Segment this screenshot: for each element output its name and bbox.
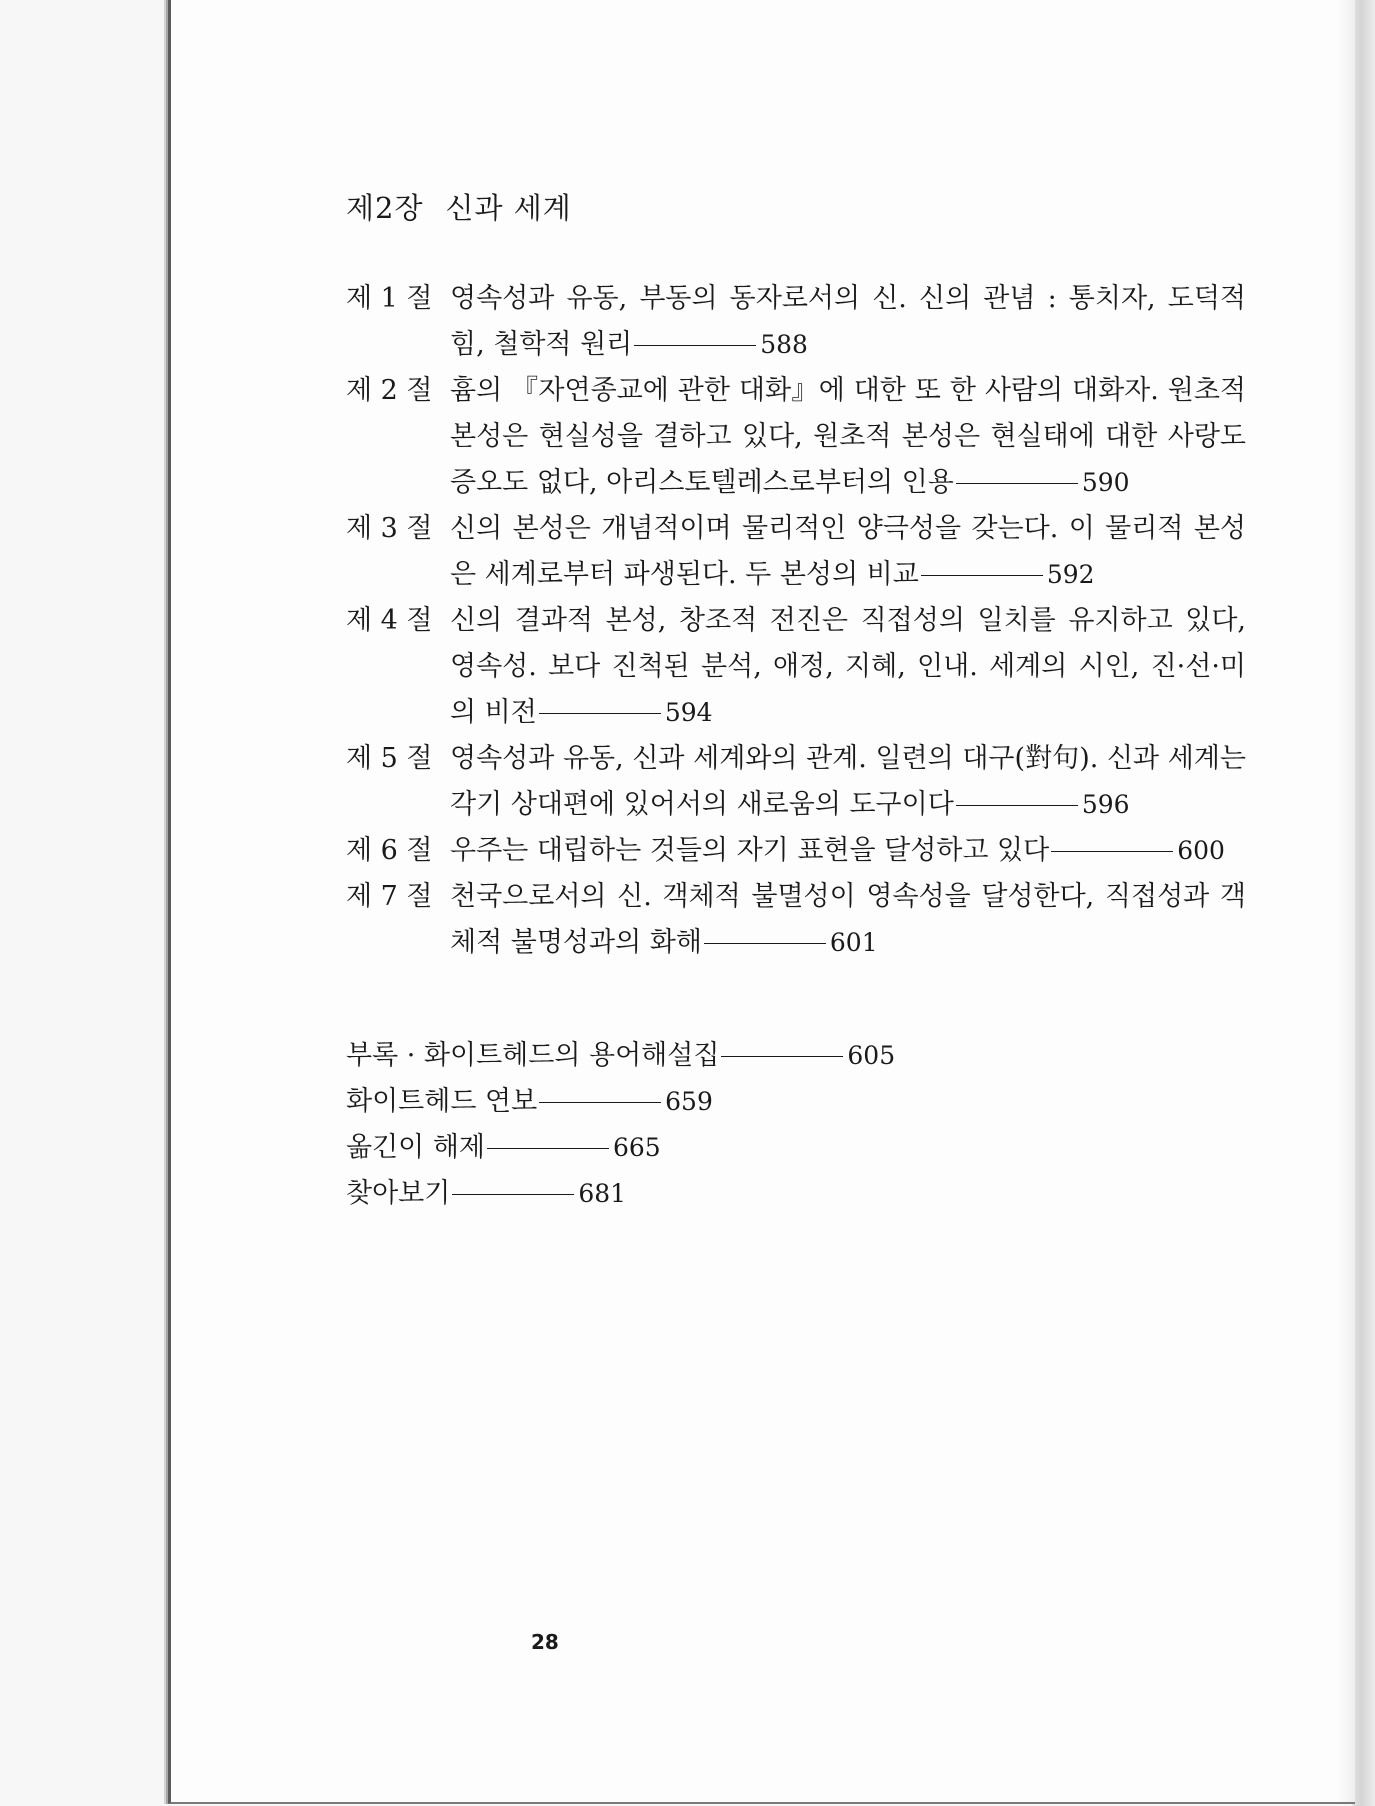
section-page-number: 588 — [760, 330, 808, 359]
leader-line — [634, 345, 756, 346]
toc-section — [346, 828, 1246, 874]
leader-line — [721, 1056, 843, 1057]
section-title: 신의 결과적 본성, 창조적 전진은 직접성의 일치를 유지하고 있다, 영속성. 보다 진척된 분석, 애정, 지혜, 인내. 세계의 시인, 진·선·미의 비전 — [450, 605, 1246, 728]
leader-line — [487, 1148, 609, 1149]
section-label: 제 7 절 — [346, 881, 433, 912]
entry-title: 부록 · 화이트헤드의 용어해설집 — [346, 1040, 720, 1071]
leader-line — [539, 713, 661, 714]
section-label: 제 2 절 — [346, 375, 433, 406]
chapter-title: 신과 세계 — [445, 191, 572, 225]
back-matter-entry — [346, 1171, 895, 1217]
toc-section — [346, 506, 1246, 598]
leader-line — [539, 1102, 661, 1103]
toc-section — [346, 598, 1246, 736]
entry-page-number: 659 — [665, 1087, 713, 1116]
section-title: 천국으로서의 신. 객체적 불멸성이 영속성을 달성한다, 직접성과 객체적 불명성과의 화해 — [450, 881, 1246, 958]
section-page-number: 600 — [1177, 836, 1225, 865]
entry-title: 화이트헤드 연보 — [346, 1086, 538, 1117]
section-label: 제 1 절 — [346, 283, 433, 314]
section-entry — [450, 828, 1246, 874]
section-page-number: 592 — [1046, 560, 1095, 589]
leader-line — [704, 943, 826, 944]
back-matter-entry — [346, 1079, 895, 1125]
leader-line — [452, 1194, 574, 1195]
chapter-heading — [346, 186, 572, 227]
table-of-contents — [346, 276, 1246, 966]
section-title: 영속성과 유동, 신과 세계와의 관계. 일련의 대구(對句). 신과 세계는 각기 상대편에 있어서의 새로움의 도구이다 — [450, 743, 1246, 820]
entry-title: 옮긴이 해제 — [346, 1132, 485, 1163]
back-matter-entry — [346, 1125, 895, 1171]
back-matter-entry — [346, 1033, 895, 1079]
section-entry — [450, 598, 1246, 736]
section-title: 신의 본성은 개념적이며 물리적인 양극성을 갖는다. 이 물리적 본성은 세계로부터 파생된다. 두 본성의 비교 — [450, 513, 1246, 590]
section-entry — [450, 874, 1246, 966]
section-entry — [450, 276, 1246, 368]
entry-title: 찾아보기 — [346, 1178, 451, 1209]
section-title: 우주는 대립하는 것들의 자기 표현을 달성하고 있다 — [450, 835, 1050, 866]
page-folio: 28 — [531, 1630, 559, 1654]
entry-page-number: 665 — [613, 1133, 661, 1162]
leader-line — [1051, 851, 1173, 852]
leader-line — [956, 483, 1078, 484]
section-title: 영속성과 유동, 부동의 동자로서의 신. 신의 관념 : 통치자, 도덕적 힘, 철학적 원리 — [450, 283, 1246, 360]
page-shadow — [1337, 0, 1355, 1802]
toc-section — [346, 276, 1246, 368]
section-page-number: 590 — [1081, 468, 1130, 497]
section-entry — [450, 368, 1246, 506]
back-matter-list — [346, 1033, 895, 1217]
toc-section — [346, 368, 1246, 506]
section-entry — [450, 506, 1246, 598]
section-entry — [450, 736, 1246, 828]
section-label: 제 5 절 — [346, 743, 433, 774]
toc-section — [346, 736, 1246, 828]
section-label: 제 4 절 — [346, 605, 433, 636]
book-page — [168, 0, 1355, 1804]
section-page-number: 596 — [1081, 790, 1130, 819]
toc-section — [346, 874, 1246, 966]
section-page-number: 594 — [664, 698, 713, 727]
section-title: 흄의 『자연종교에 관한 대화』에 대한 또 한 사람의 대화자. 원초적 본성은 현실성을 결하고 있다, 원초적 본성은 현실태에 대한 사랑도 증오도 없다, 아리스토텔레스로부터의 인용 — [450, 375, 1246, 498]
section-page-number: 601 — [829, 928, 878, 957]
leader-line — [956, 805, 1078, 806]
chapter-label: 제2장 — [346, 191, 424, 225]
leader-line — [921, 575, 1043, 576]
page-edge — [1352, 0, 1375, 1806]
entry-page-number: 605 — [847, 1041, 896, 1070]
section-label: 제 6 절 — [346, 835, 433, 866]
section-label: 제 3 절 — [346, 513, 433, 544]
entry-page-number: 681 — [578, 1179, 627, 1208]
